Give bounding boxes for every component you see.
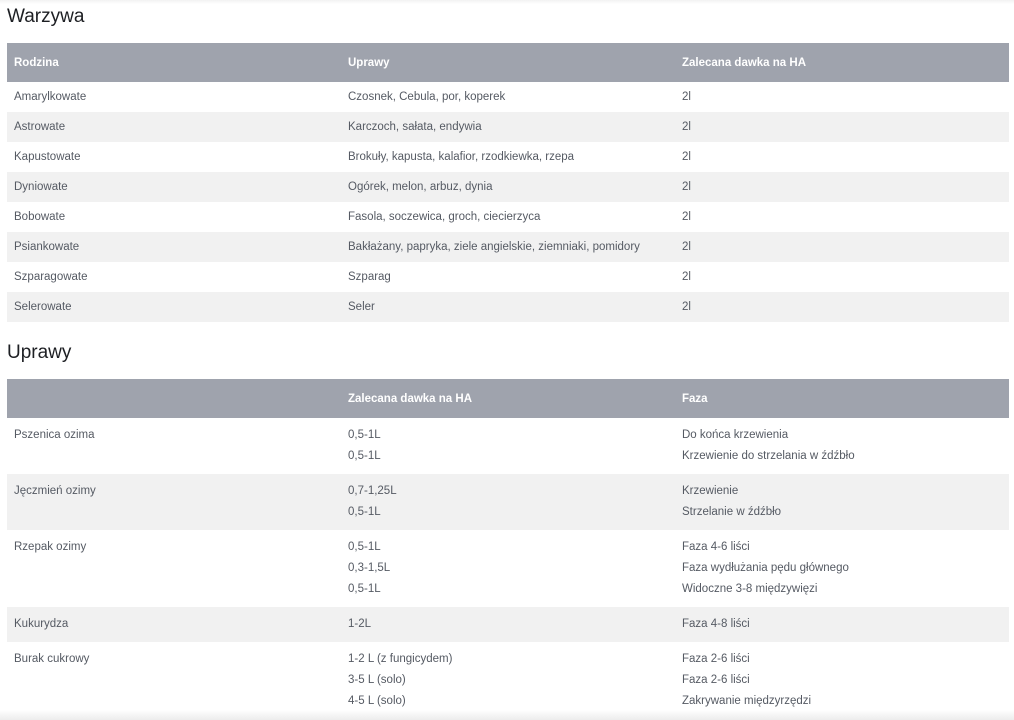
phase-value: Faza 2-6 liści xyxy=(682,674,750,686)
cell-phase xyxy=(675,474,1009,530)
cell-crop xyxy=(7,530,341,607)
phase-value: Krzewienie do strzelania w źdźbło xyxy=(682,450,855,462)
column-header-dose: Zalecana dawka na HA xyxy=(341,379,675,418)
cell-family: Selerowate xyxy=(7,292,341,322)
crop-name: Kukurydza xyxy=(14,618,69,630)
cell-phase xyxy=(675,642,1009,719)
crop-name: Burak cukrowy xyxy=(14,653,90,665)
phase-value: Widoczne 3-8 międzywięzi xyxy=(682,583,818,595)
cell-crop xyxy=(7,642,341,719)
dose-value: 3-5 L (solo) xyxy=(348,674,406,686)
dose-value: 0,5-1L xyxy=(348,450,381,462)
column-header-phase: Faza xyxy=(675,379,1009,418)
cell-family: Amarylkowate xyxy=(7,82,341,112)
cell-phase xyxy=(675,530,1009,607)
cell-crop xyxy=(7,418,341,474)
phase-value: Zakrywanie międzyrzędzi xyxy=(682,695,812,707)
cell-dose xyxy=(341,642,675,719)
dose-value: 0,5-1L xyxy=(348,429,381,441)
cell-crops: Seler xyxy=(341,292,675,322)
vegetables-table xyxy=(7,43,1009,322)
dose-value: 0,5-1L xyxy=(348,583,381,595)
crop-name: Rzepak ozimy xyxy=(14,541,87,553)
cell-crops: Fasola, soczewica, groch, ciecierzyca xyxy=(341,202,675,232)
table-header-row xyxy=(7,43,1009,82)
table-row xyxy=(7,232,1009,262)
table-row xyxy=(7,112,1009,142)
phase-value: Faza 4-6 liści xyxy=(682,541,750,553)
table-row xyxy=(7,262,1009,292)
cell-dose: 2l xyxy=(675,142,1009,172)
table-row xyxy=(7,202,1009,232)
cell-phase xyxy=(675,418,1009,474)
table-row xyxy=(7,607,1009,642)
crops-title: Uprawy xyxy=(7,342,72,363)
cell-dose: 2l xyxy=(675,292,1009,322)
cell-dose: 2l xyxy=(675,202,1009,232)
cell-crops: Ogórek, melon, arbuz, dynia xyxy=(341,172,675,202)
table-row xyxy=(7,82,1009,112)
cell-dose xyxy=(341,530,675,607)
crop-name: Jęczmień ozimy xyxy=(14,485,96,497)
dose-value: 4-5 L (solo) xyxy=(348,695,406,707)
table-row xyxy=(7,292,1009,322)
dose-value: 0,5-1L xyxy=(348,506,381,518)
dose-value: 1-2L xyxy=(348,618,372,630)
column-header-crop xyxy=(7,379,341,418)
cell-crops: Karczoch, sałata, endywia xyxy=(341,112,675,142)
cell-dose: 2l xyxy=(675,262,1009,292)
cell-family: Astrowate xyxy=(7,112,341,142)
cell-dose: 2l xyxy=(675,82,1009,112)
table-row xyxy=(7,642,1009,719)
cell-crops: Szparag xyxy=(341,262,675,292)
cell-dose xyxy=(341,607,675,642)
phase-value: Faza 4-8 liści xyxy=(682,618,750,630)
table-row xyxy=(7,142,1009,172)
cell-crop xyxy=(7,474,341,530)
crop-name: Pszenica ozima xyxy=(14,429,95,441)
dose-value: 1-2 L (z fungicydem) xyxy=(348,653,453,665)
cell-family: Bobowate xyxy=(7,202,341,232)
vegetables-title: Warzywa xyxy=(7,6,85,27)
table-row xyxy=(7,172,1009,202)
cell-dose: 2l xyxy=(675,232,1009,262)
phase-value: Do końca krzewienia xyxy=(682,429,789,441)
crops-table xyxy=(7,379,1009,719)
cell-dose: 2l xyxy=(675,172,1009,202)
cell-family: Dyniowate xyxy=(7,172,341,202)
column-header-family: Rodzina xyxy=(7,43,341,82)
phase-value: Faza 2-6 liści xyxy=(682,653,750,665)
dose-value: 0,5-1L xyxy=(348,541,381,553)
dose-value: 0,3-1,5L xyxy=(348,562,391,574)
bottom-fade xyxy=(0,710,1014,720)
phase-value: Faza wydłużania pędu głównego xyxy=(682,562,849,574)
phase-value: Strzelanie w źdźbło xyxy=(682,506,782,518)
cell-crop xyxy=(7,607,341,642)
table-row xyxy=(7,530,1009,607)
column-header-dose: Zalecana dawka na HA xyxy=(675,43,1009,82)
cell-crops: Czosnek, Cebula, por, koperek xyxy=(341,82,675,112)
column-header-crops: Uprawy xyxy=(341,43,675,82)
cell-family: Kapustowate xyxy=(7,142,341,172)
table-row xyxy=(7,474,1009,530)
cell-dose xyxy=(341,418,675,474)
cell-family: Psiankowate xyxy=(7,232,341,262)
table-header-row xyxy=(7,379,1009,418)
table-row xyxy=(7,418,1009,474)
dose-value: 0,7-1,25L xyxy=(348,485,397,497)
cell-crops: Bakłażany, papryka, ziele angielskie, ziemniaki, pomidory xyxy=(341,232,675,262)
cell-family: Szparagowate xyxy=(7,262,341,292)
phase-value: Krzewienie xyxy=(682,485,739,497)
cell-crops: Brokuły, kapusta, kalafior, rzodkiewka, rzepa xyxy=(341,142,675,172)
cell-dose xyxy=(341,474,675,530)
cell-phase xyxy=(675,607,1009,642)
cell-dose: 2l xyxy=(675,112,1009,142)
